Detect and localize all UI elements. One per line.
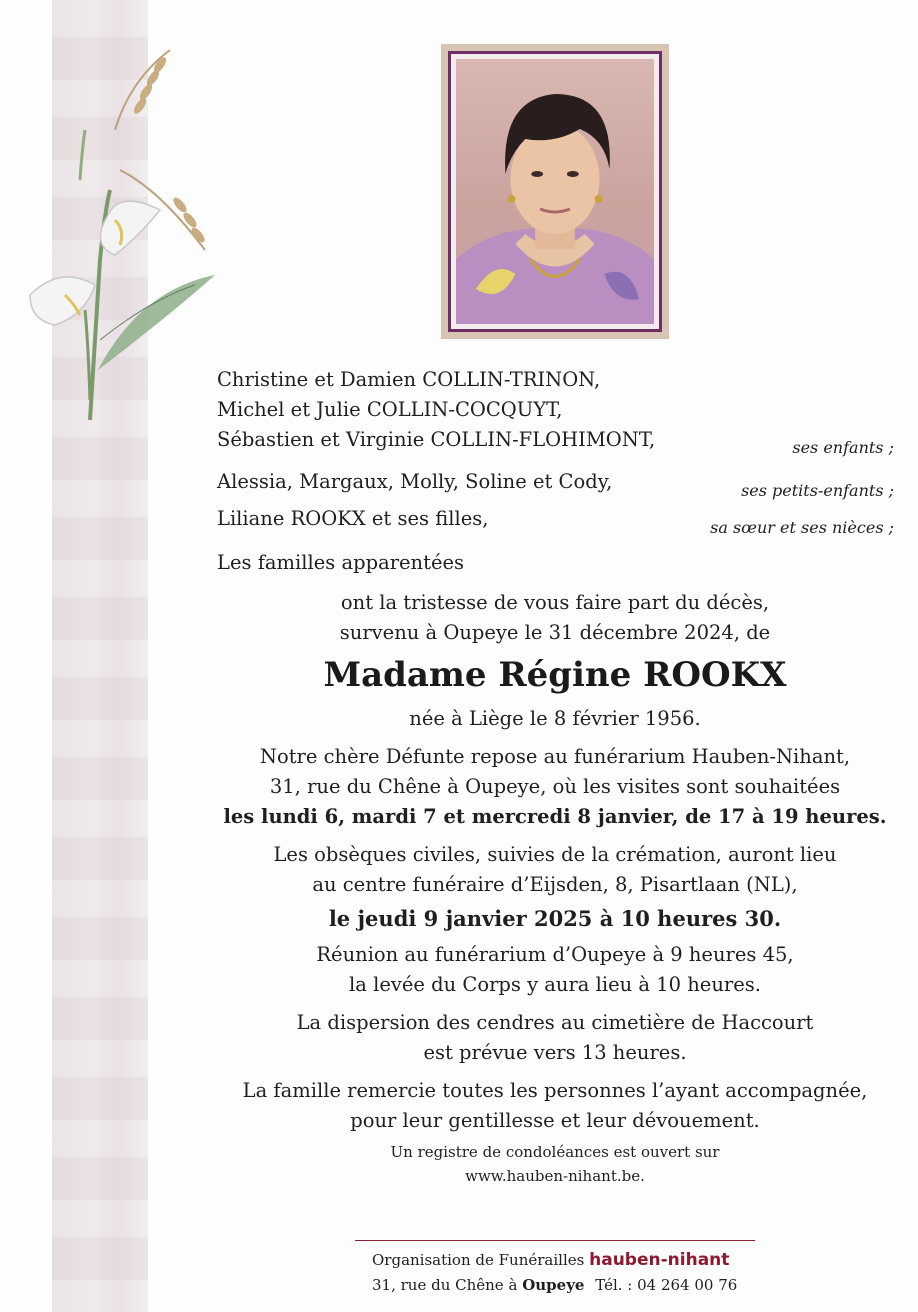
brand-logo: hauben-nihant bbox=[589, 1250, 730, 1270]
grandchildren-relation: ses petits-enfants ; bbox=[741, 481, 894, 500]
family-children-line-3: Sébastien et Virginie COLLIN-FLOHIMONT, bbox=[217, 428, 656, 451]
ceremony-line-2: au centre funéraire d’Eijsden, 8, Pisartlaan (NL), bbox=[312, 873, 798, 896]
registry-url[interactable]: www.hauben-nihant.be. bbox=[465, 1167, 645, 1185]
portrait-photo bbox=[456, 59, 654, 324]
family-sister: Liliane ROOKX et ses filles, bbox=[217, 507, 489, 530]
family-grandchildren: Alessia, Margaux, Molly, Soline et Cody, bbox=[217, 470, 613, 493]
deceased-name: Madame Régine ROOKX bbox=[323, 655, 787, 695]
family-children-line-2: Michel et Julie COLLIN-COCQUYT, bbox=[217, 398, 563, 421]
announcement-line-1: ont la tristesse de vous faire part du décès, bbox=[340, 591, 770, 614]
meeting-line-2: la levée du Corps y aura lieu à 10 heures. bbox=[349, 973, 761, 996]
visitation-line-2: 31, rue du Chêne à Oupeye, où les visites sont souhaitées bbox=[269, 775, 841, 798]
birth-info: née à Liège le 8 février 1956. bbox=[409, 707, 701, 730]
thanks-line-1: La famille remercie toutes les personnes l’ayant accompagnée, bbox=[242, 1079, 868, 1102]
dispersion-line-2: est prévue vers 13 heures. bbox=[423, 1041, 687, 1064]
footer-phone: Tél. : 04 264 00 76 bbox=[595, 1276, 738, 1294]
visitation-dates: les lundi 6, mardi 7 et mercredi 8 janvier, de 17 à 19 heures. bbox=[223, 805, 887, 828]
children-relation: ses enfants ; bbox=[792, 438, 894, 457]
footer-divider bbox=[355, 1240, 755, 1241]
footer-organisation bbox=[372, 1250, 729, 1270]
portrait-frame bbox=[441, 44, 669, 339]
dispersion-line-1: La dispersion des cendres au cimetière de Haccourt bbox=[296, 1011, 814, 1034]
ceremony-line-1: Les obsèques civiles, suivies de la crémation, auront lieu bbox=[273, 843, 837, 866]
family-related: Les familles apparentées bbox=[217, 551, 465, 574]
footer-org-label: Organisation de Funérailles bbox=[372, 1251, 585, 1269]
footer-city: Oupeye bbox=[522, 1276, 585, 1294]
registry-line: Un registre de condoléances est ouvert sur bbox=[390, 1143, 720, 1161]
announcement-line-2: survenu à Oupeye le 31 décembre 2024, de bbox=[339, 621, 771, 644]
family-children-line-1: Christine et Damien COLLIN-TRINON, bbox=[217, 368, 601, 391]
ceremony-date: le jeudi 9 janvier 2025 à 10 heures 30. bbox=[328, 906, 782, 931]
footer-address-prefix: 31, rue du Chêne à bbox=[372, 1276, 518, 1294]
visitation-line-1: Notre chère Défunte repose au funérarium Hauben-Nihant, bbox=[259, 745, 851, 768]
footer-address bbox=[372, 1276, 737, 1294]
portrait-inner-border bbox=[448, 51, 662, 332]
sister-relation: sa sœur et ses nièces ; bbox=[710, 518, 894, 537]
announcement-body bbox=[215, 588, 895, 1188]
thanks-line-2: pour leur gentillesse et leur dévouement. bbox=[350, 1109, 760, 1132]
calla-lily-wheat-illustration bbox=[20, 40, 230, 450]
meeting-line-1: Réunion au funérarium d’Oupeye à 9 heures 45, bbox=[316, 943, 794, 966]
